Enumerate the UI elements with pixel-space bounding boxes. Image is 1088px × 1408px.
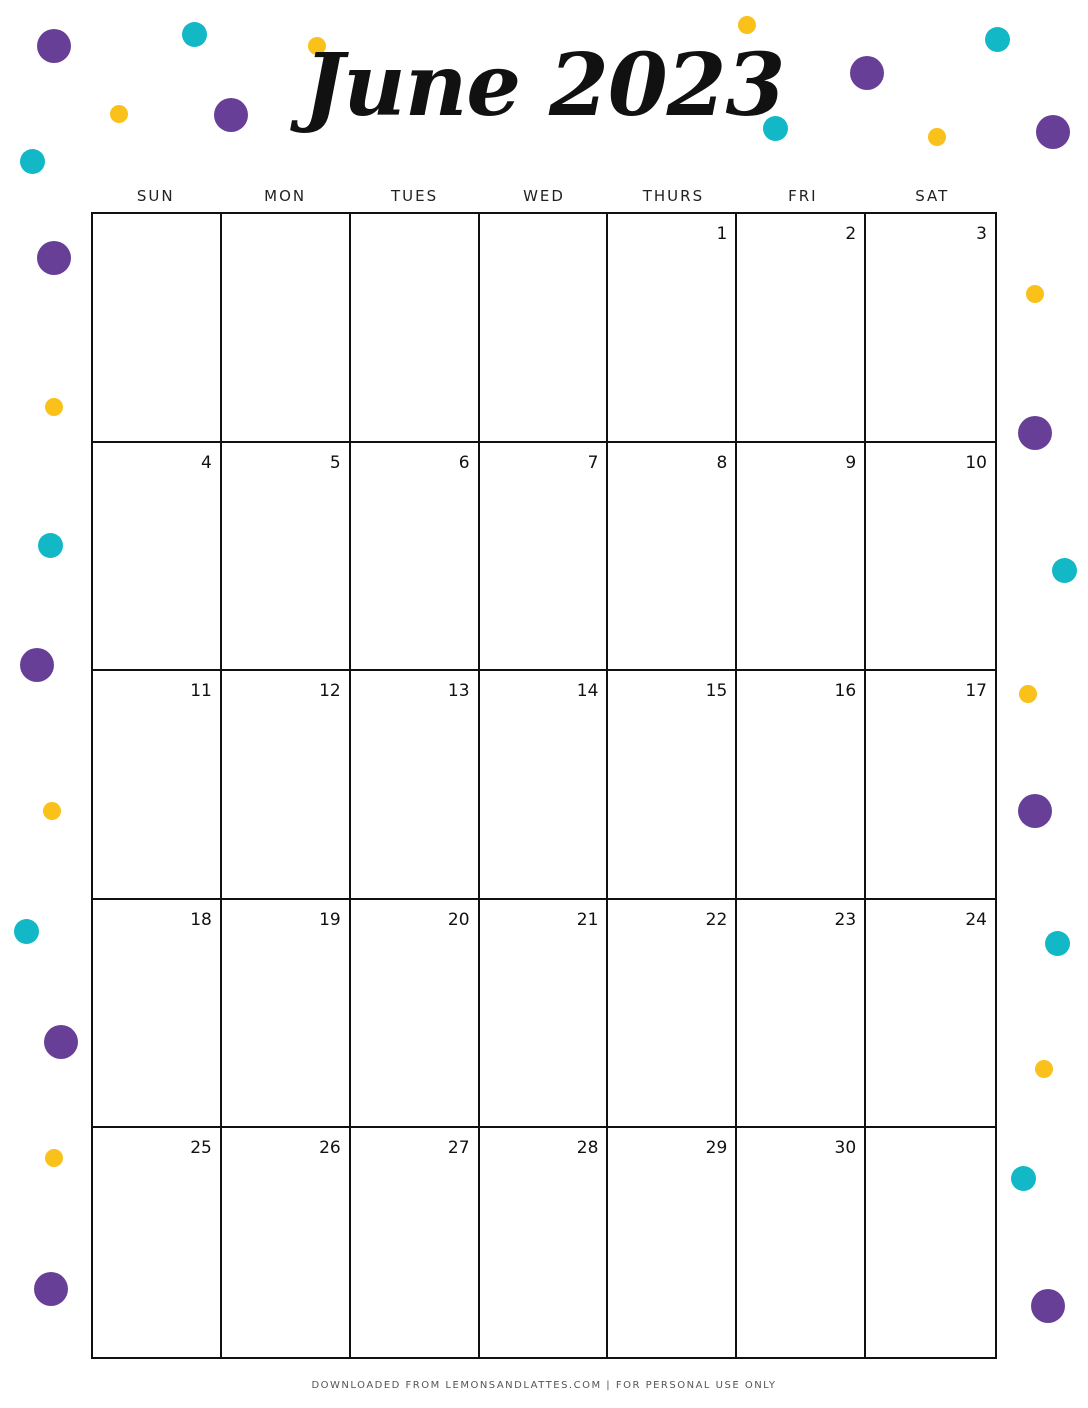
- purple-dot: [1018, 416, 1052, 450]
- purple-dot: [1018, 794, 1052, 828]
- yellow-dot: [45, 398, 63, 416]
- day-number: 11: [190, 681, 212, 702]
- day-cell: [737, 214, 866, 443]
- day-cell: [737, 900, 866, 1129]
- day-number: 4: [201, 452, 212, 473]
- day-cell: [351, 1128, 480, 1357]
- day-number: 30: [834, 1138, 857, 1159]
- day-number: 26: [319, 1138, 341, 1159]
- day-cell: [222, 671, 351, 900]
- day-cell: [737, 443, 866, 672]
- day-number: 10: [965, 452, 987, 473]
- day-cell: [608, 900, 737, 1129]
- day-number: 3: [976, 224, 987, 244]
- day-cell: [737, 1128, 866, 1357]
- day-cell: [866, 900, 995, 1129]
- day-cell: [222, 1128, 351, 1357]
- day-number: 28: [576, 1138, 599, 1159]
- weekday-label-thurs: THURS: [642, 187, 705, 205]
- day-cell: [93, 1128, 222, 1357]
- day-number: 18: [190, 909, 212, 930]
- day-cell: [93, 671, 222, 900]
- day-cell: [480, 443, 609, 672]
- day-number: 23: [834, 909, 857, 930]
- purple-dot: [1031, 1289, 1065, 1323]
- teal-dot: [14, 919, 39, 944]
- day-cell: [866, 1128, 995, 1357]
- day-cell: [351, 900, 480, 1129]
- day-cell: [608, 214, 737, 443]
- yellow-dot: [1019, 685, 1037, 703]
- day-number: 22: [705, 909, 728, 930]
- weekday-header-row: [91, 184, 997, 208]
- day-number: 16: [834, 681, 857, 702]
- day-cell: [608, 1128, 737, 1357]
- day-cell: [351, 443, 480, 672]
- teal-dot: [1011, 1166, 1036, 1191]
- day-cell: [480, 1128, 609, 1357]
- day-cell: [222, 443, 351, 672]
- day-number: 9: [845, 452, 857, 473]
- purple-dot: [20, 648, 54, 682]
- day-number: 15: [705, 681, 728, 702]
- day-number: 12: [319, 681, 341, 702]
- weekday-label-fri: FRI: [788, 187, 818, 205]
- weekday-label-tues: TUES: [390, 187, 439, 205]
- day-number: 14: [576, 681, 599, 702]
- day-number: 1: [716, 224, 728, 244]
- day-cell: [222, 214, 351, 443]
- day-cell: [351, 671, 480, 900]
- day-number: 24: [965, 909, 987, 930]
- footer-credit: DOWNLOADED FROM LEMONSANDLATTES.COM | FOR PERSONAL USE ONLY: [311, 1380, 777, 1391]
- day-cell: [480, 900, 609, 1129]
- day-number: 20: [447, 909, 470, 930]
- day-number: 2: [845, 224, 857, 244]
- day-number: 25: [190, 1138, 212, 1159]
- teal-dot: [20, 149, 45, 174]
- day-cell: [480, 671, 609, 900]
- day-number: 29: [705, 1138, 728, 1159]
- weekday-label-sat: SAT: [915, 187, 950, 205]
- purple-dot: [44, 1025, 78, 1059]
- weekday-label-sun: SUN: [136, 187, 175, 205]
- yellow-dot: [1035, 1060, 1053, 1078]
- yellow-dot: [45, 1149, 63, 1167]
- day-cell: [93, 443, 222, 672]
- teal-dot: [1045, 931, 1070, 956]
- day-cell: [866, 443, 995, 672]
- purple-dot: [34, 1272, 68, 1306]
- day-cell: [737, 671, 866, 900]
- day-number: 27: [447, 1138, 470, 1159]
- day-cell: [480, 214, 609, 443]
- day-cell: [351, 214, 480, 443]
- day-number: 6: [458, 452, 470, 473]
- day-cell: [93, 900, 222, 1129]
- day-number: 5: [329, 452, 341, 473]
- yellow-dot: [1026, 285, 1044, 303]
- day-number: 19: [319, 909, 341, 930]
- yellow-dot: [43, 802, 61, 820]
- day-number: 13: [447, 681, 470, 702]
- weekday-label-wed: WED: [523, 187, 565, 205]
- day-cell: [93, 214, 222, 443]
- calendar-grid: [91, 212, 997, 1359]
- day-number: 7: [587, 452, 599, 473]
- day-number: 21: [576, 909, 599, 930]
- day-cell: [866, 671, 995, 900]
- teal-dot: [1052, 558, 1077, 583]
- weekday-label-mon: MON: [264, 187, 307, 205]
- day-cell: [222, 900, 351, 1129]
- day-cell: [608, 443, 737, 672]
- teal-dot: [38, 533, 63, 558]
- day-number: 17: [965, 681, 987, 702]
- purple-dot: [37, 241, 71, 275]
- day-number: 8: [716, 452, 728, 473]
- day-cell: [608, 671, 737, 900]
- day-cell: [866, 214, 995, 443]
- calendar-title: June 2023: [303, 35, 785, 136]
